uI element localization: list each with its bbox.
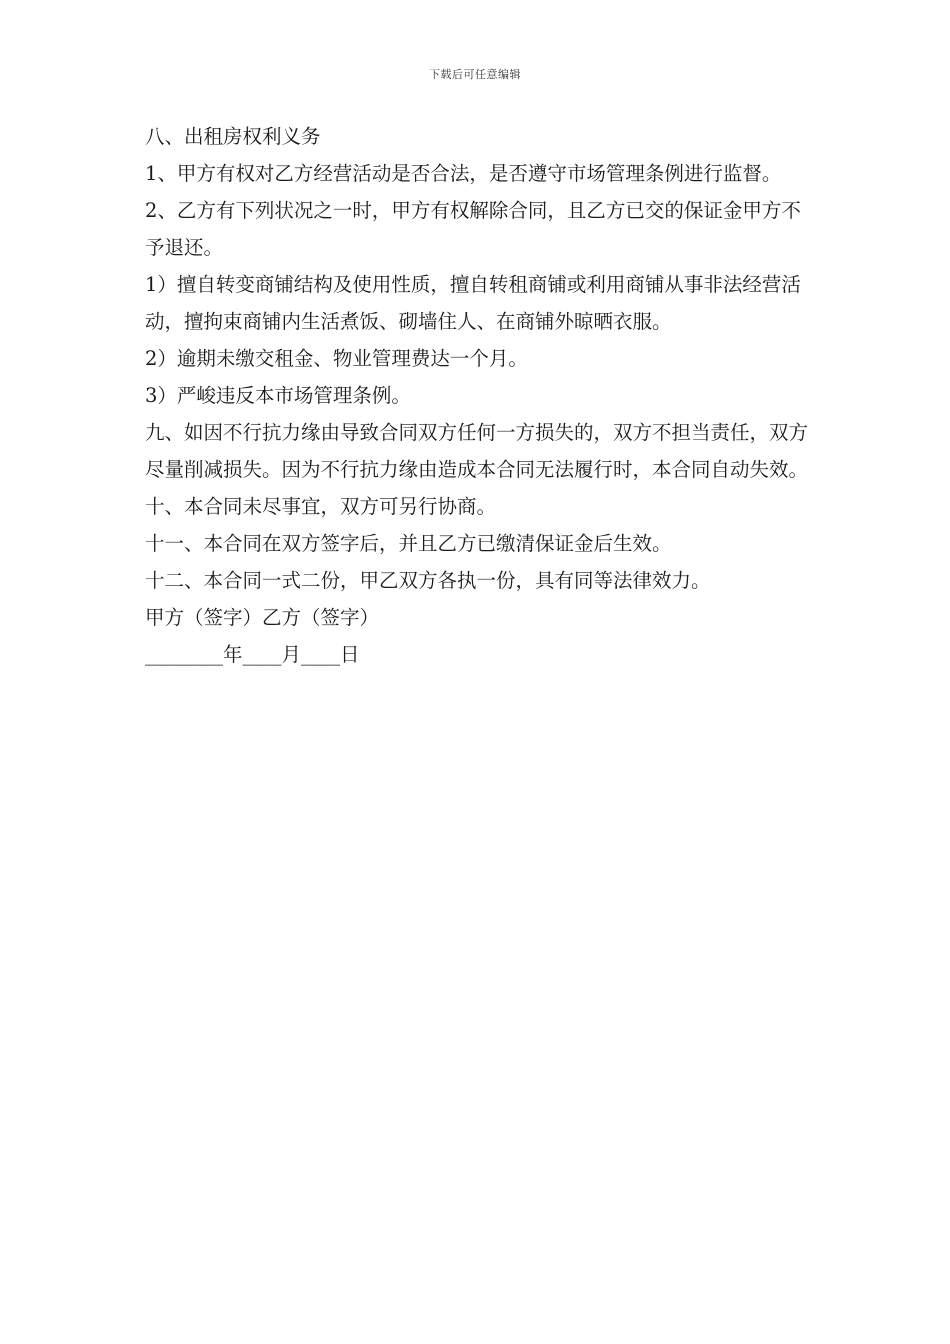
clause-8-1: 1、甲方有权对乙方经营活动是否合法，是否遵守市场管理条例进行监督。 [145, 162, 782, 185]
signature-line: 甲方（签字）乙方（签字） [145, 606, 380, 629]
section-9: 九、如因不行抗力缘由导致合同双方任何一方损失的，双方不担当责任，双方尽量削减损失。因为不行抗力缘由造成本合同无法履行时，本合同自动失效。 [145, 421, 809, 481]
clause-8-2: 2、乙方有下列状况之一时，甲方有权解除合同，且乙方已交的保证金甲方不予退还。 [145, 199, 801, 259]
section-12: 十二、本合同一式二份，甲乙双方各执一份，具有同等法律效力。 [145, 569, 711, 592]
clause-8-2-item-1: 1）擅自转变商铺结构及使用性质，擅自转租商铺或利用商铺从事非法经营活动，擅拘束商铺内生活煮饭、砌墙住人、在商铺外晾晒衣服。 [145, 273, 801, 333]
section-10: 十、本合同未尽事宜，双方可另行协商。 [145, 495, 497, 518]
header-note: 下载后可任意编辑 [429, 68, 521, 81]
clause-8-2-item-3: 3）严峻违反本市场管理条例。 [145, 384, 411, 407]
section-8-heading: 八、出租房权利义务 [145, 125, 321, 148]
document-body [145, 118, 810, 673]
clause-8-2-item-2: 2）逾期未缴交租金、物业管理费达一个月。 [145, 347, 528, 370]
date-line: ________年____月____日 [145, 643, 360, 666]
section-11: 十一、本合同在双方签字后，并且乙方已缴清保证金后生效。 [145, 532, 672, 555]
